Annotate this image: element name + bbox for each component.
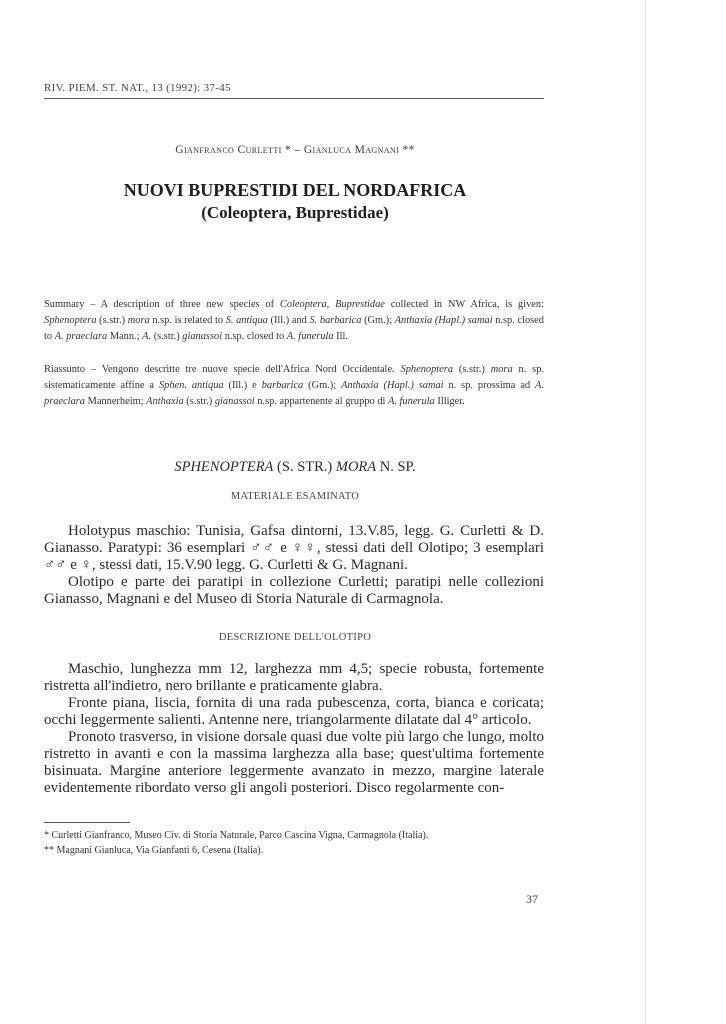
materiale-heading: MATERIALE ESAMINATO bbox=[230, 491, 360, 502]
footnote-rule bbox=[44, 822, 130, 823]
riassunto-text: Riassunto – Vengono descritte tre nuove specie dell'Africa Nord Occidentale. bbox=[44, 364, 401, 375]
riassunto-text: Mannerheim; bbox=[84, 396, 147, 407]
riassunto-text: (s.str.) bbox=[183, 396, 215, 407]
header-rule bbox=[44, 98, 544, 99]
descrizione-heading: DESCRIZIONE DELL'OLOTIPO bbox=[218, 632, 372, 643]
scan-edge-line bbox=[645, 0, 646, 1024]
riassunto-text: Illiger. bbox=[434, 396, 465, 407]
riassunto-text: gianassoi bbox=[214, 396, 255, 407]
page-number: 37 bbox=[526, 892, 538, 906]
summary-english bbox=[44, 297, 544, 345]
materiale-body bbox=[44, 523, 544, 608]
riassunto-text: n. sp. sistematicamente affine a bbox=[44, 364, 545, 391]
summary-text: gianassoi bbox=[182, 331, 223, 342]
summary-text: (Gm.); bbox=[361, 315, 395, 326]
riassunto-text: Anthaxia (Hapl.) samai bbox=[341, 380, 444, 391]
riassunto-text: n.sp. appartenente al gruppo di bbox=[254, 396, 388, 407]
riassunto-text: Anthaxia bbox=[146, 396, 184, 407]
paper-title: NUOVI BUPRESTIDI DEL NORDAFRICA bbox=[123, 180, 467, 200]
summary-text: Anthaxia (Hapl.) samai bbox=[394, 315, 493, 326]
footnote-item: ** Magnani Gianluca, Via Gianfanti 6, Cesena (Italia). bbox=[44, 845, 264, 856]
footnotes bbox=[44, 828, 544, 858]
riassunto-text: A. praeclara bbox=[44, 380, 544, 407]
riassunto-text: Sphenoptera bbox=[400, 364, 454, 375]
summary-text: Mann.; bbox=[107, 331, 143, 342]
riassunto-text: barbarica bbox=[261, 380, 304, 391]
riassunto-text: A. funerula bbox=[388, 396, 435, 407]
summary-text: Coleoptera, Buprestidae bbox=[279, 299, 385, 310]
descrizione-body bbox=[44, 661, 544, 797]
descrizione-paragraph: Maschio, lunghezza mm 12, larghezza mm 4,5; specie robusta, fortemente ristretta all'indietro, nero brillante e praticamente glabra. bbox=[44, 661, 544, 694]
summary-text: (s.str.) bbox=[151, 331, 183, 342]
summary-text: A. praeclara bbox=[54, 331, 108, 342]
summary-text: S. barbarica bbox=[309, 315, 362, 326]
authors-line: Gianfranco Curletti * – Gianluca Magnani ** bbox=[175, 144, 415, 156]
summary-text: Sphenoptera bbox=[44, 315, 97, 326]
summary-text: (s.str.) bbox=[96, 315, 128, 326]
riassunto-italian bbox=[44, 362, 544, 410]
summary-text: (Ill.) and bbox=[267, 315, 310, 326]
summary-text: A. bbox=[142, 331, 152, 342]
summary-text: n.sp. is related to bbox=[149, 315, 226, 326]
summary-text: Summary – A description of three new species of bbox=[44, 299, 280, 310]
riassunto-text: Sphen. antiqua bbox=[158, 380, 224, 391]
summary-text: mora bbox=[127, 315, 150, 326]
riassunto-text: n. sp. prossima ad bbox=[443, 380, 536, 391]
section-title-part: (S. STR.) bbox=[273, 459, 336, 475]
riassunto-text: (Gm.); bbox=[303, 380, 342, 391]
summary-text: Ill. bbox=[333, 331, 348, 342]
species-section-title bbox=[0, 459, 590, 476]
materiale-paragraph: Holotypus maschio: Tunisia, Gafsa dintorni, 13.V.85, legg. G. Curletti & D. Gianasso. Paratypi: 36 esemplari ♂♂ e ♀♀, stessi dati dell Olotipo; 3 esemplari ♂♂ e ♀, stessi dati, 15.V.90 legg. G. Curletti & G. Magnani. bbox=[44, 523, 544, 573]
descrizione-paragraph: Fronte piana, liscia, fornita di una rada pubescenza, corta, bianca e coricata; occhi leggermente salienti. Antenne nere, triangolarmente dilatate dal 4° articolo. bbox=[44, 695, 544, 728]
summary-text: n.sp. closed to bbox=[44, 315, 544, 342]
descrizione-paragraph: Pronoto trasverso, in visione dorsale quasi due volte più largo che lungo, molto ristretto in avanti e con la massima larghezza alla base; quest'ultima fortemente bisinuata. Margine anteriore leggermente avanzato in mezzo, margine laterale evidentemente ribordato verso gli angoli posteriori. Disco regolarmente con- bbox=[44, 729, 544, 796]
section-title-genus: SPHENOPTERA bbox=[174, 459, 274, 475]
riassunto-text: (Ill.) e bbox=[223, 380, 262, 391]
paper-subtitle: (Coleoptera, Buprestidae) bbox=[201, 203, 389, 222]
summary-text: S. antiqua bbox=[225, 315, 268, 326]
riassunto-text: mora bbox=[490, 364, 513, 375]
journal-header: RIV. PIEM. ST. NAT., 13 (1992): 37-45 bbox=[44, 82, 231, 94]
riassunto-text: (s.str.) bbox=[453, 364, 491, 375]
section-title-part: N. SP. bbox=[376, 459, 416, 475]
summary-text: n.sp. closed to bbox=[222, 331, 287, 342]
summary-text: A. funerula bbox=[286, 331, 334, 342]
footnote-item: * Curletti Gianfranco, Museo Civ. di Storia Naturale, Parco Cascina Vigna, Carmagnola (Italia). bbox=[44, 830, 429, 841]
section-title-species: MORA bbox=[335, 459, 377, 475]
materiale-paragraph: Olotipo e parte dei paratipi in collezione Curletti; paratipi nelle collezioni Gianasso, Magnani e del Museo di Storia Naturale di Carmagnola. bbox=[44, 574, 544, 607]
summary-text: collected in NW Africa, is given: bbox=[384, 299, 544, 310]
